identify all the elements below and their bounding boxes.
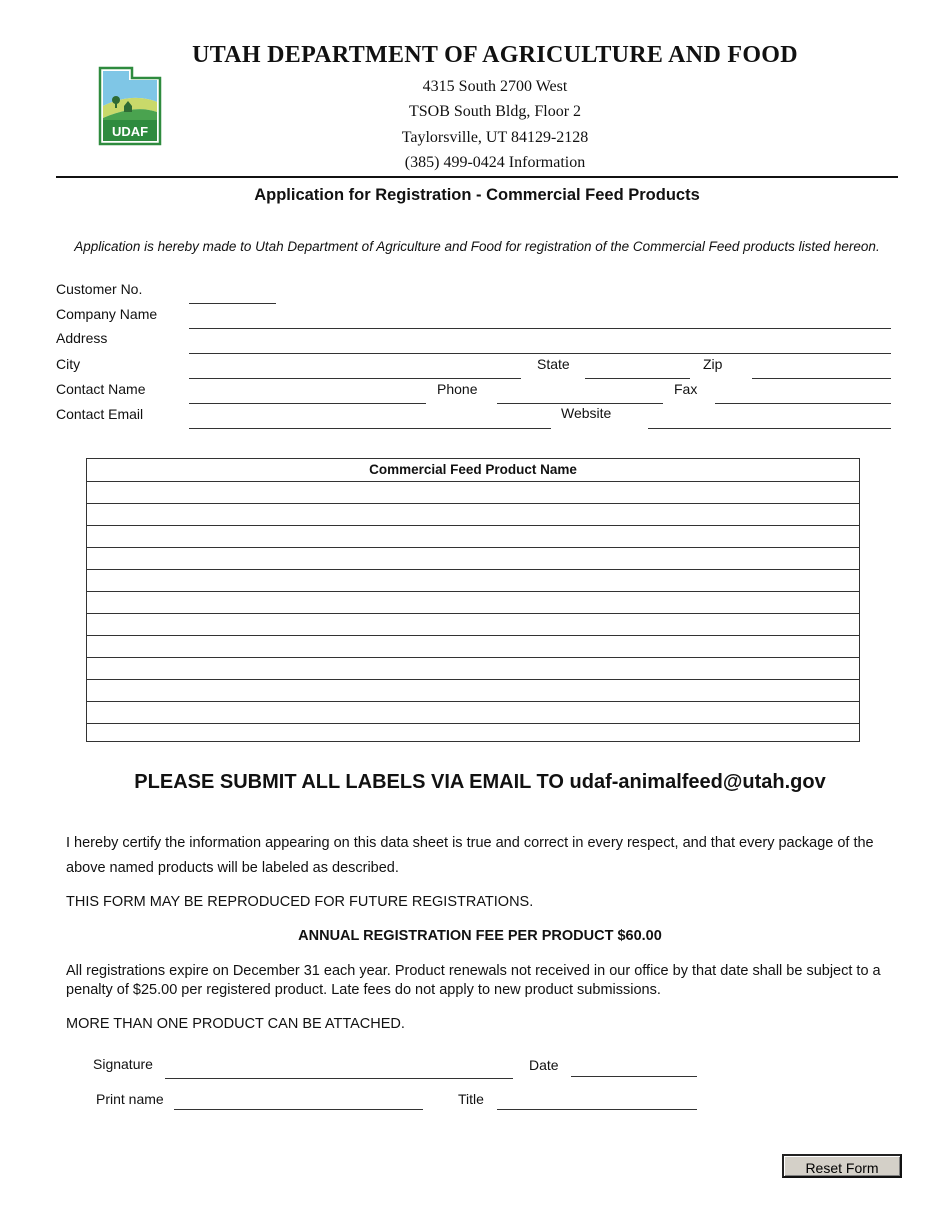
header-rule	[56, 176, 898, 178]
print-name-label: Print name	[96, 1091, 164, 1107]
attach-note: MORE THAN ONE PRODUCT CAN BE ATTACHED.	[66, 1016, 405, 1032]
product-table	[86, 458, 860, 742]
title-label: Title	[458, 1091, 484, 1107]
zip-field[interactable]	[752, 378, 891, 379]
fax-field[interactable]	[715, 403, 891, 404]
signature-label: Signature	[93, 1056, 153, 1072]
title-field[interactable]	[497, 1109, 697, 1110]
submit-labels-note: PLEASE SUBMIT ALL LABELS VIA EMAIL TO udaf-animalfeed@utah.gov	[134, 771, 826, 793]
customer-no-label: Customer No.	[56, 281, 143, 297]
certify-text: I hereby certify the information appearing on this data sheet is true and correct in every respect, and that every package of the above named products will be labeled as described.	[66, 835, 874, 876]
product-row[interactable]	[87, 526, 859, 548]
address-field[interactable]	[189, 353, 891, 354]
product-row[interactable]	[87, 724, 859, 746]
signature-field[interactable]	[165, 1078, 513, 1079]
address-line-2: TSOB South Bldg, Floor 2	[408, 103, 582, 120]
product-row[interactable]	[87, 570, 859, 592]
state-label: State	[537, 356, 570, 372]
form-title: Application for Registration - Commercial Feed Products	[254, 186, 700, 204]
product-table-header: Commercial Feed Product Name	[87, 459, 859, 482]
company-name-field[interactable]	[189, 328, 891, 329]
address-line-4: (385) 499-0424 Information	[404, 154, 586, 171]
contact-email-label: Contact Email	[56, 406, 144, 422]
zip-label: Zip	[703, 356, 723, 372]
website-field[interactable]	[648, 428, 891, 429]
expire-text: All registrations expire on December 31 each year. Product renewals not received in our office by that date shall be subject to a penalty of $25.00 per registered product. Late fees do not apply to new product submissions.	[66, 963, 881, 998]
date-field[interactable]	[571, 1076, 697, 1077]
product-row[interactable]	[87, 614, 859, 636]
date-label: Date	[529, 1057, 559, 1073]
product-row[interactable]	[87, 702, 859, 724]
city-field[interactable]	[189, 378, 521, 379]
product-row[interactable]	[87, 636, 859, 658]
intro-text: Application is hereby made to Utah Department of Agriculture and Food for registration of the Commercial Feed products listed hereon.	[74, 239, 880, 254]
logo-text: UDAF	[111, 124, 149, 139]
phone-field[interactable]	[497, 403, 663, 404]
product-row[interactable]	[87, 548, 859, 570]
reproduce-note: THIS FORM MAY BE REPRODUCED FOR FUTURE REGISTRATIONS.	[66, 894, 534, 910]
product-row[interactable]	[87, 482, 859, 504]
product-row[interactable]	[87, 658, 859, 680]
product-row[interactable]	[87, 504, 859, 526]
contact-name-label: Contact Name	[56, 381, 146, 397]
contact-email-field[interactable]	[189, 428, 551, 429]
fax-label: Fax	[674, 381, 698, 397]
city-label: City	[56, 356, 81, 372]
udaf-logo	[98, 66, 162, 146]
fee-note: ANNUAL REGISTRATION FEE PER PRODUCT $60.00	[298, 928, 662, 944]
product-row[interactable]	[87, 680, 859, 702]
reset-form-button[interactable]: Reset Form	[782, 1154, 902, 1178]
address-line-1: 4315 South 2700 West	[422, 78, 568, 95]
product-row[interactable]	[87, 592, 859, 614]
state-field[interactable]	[585, 378, 690, 379]
website-label: Website	[561, 405, 612, 421]
customer-no-field[interactable]	[189, 303, 276, 304]
agency-name: UTAH DEPARTMENT OF AGRICULTURE AND FOOD	[192, 42, 798, 68]
print-name-field[interactable]	[174, 1109, 423, 1110]
contact-name-field[interactable]	[189, 403, 426, 404]
company-name-label: Company Name	[56, 306, 158, 322]
phone-label: Phone	[437, 381, 478, 397]
address-label: Address	[56, 330, 108, 346]
address-line-3: Taylorsville, UT 84129-2128	[401, 129, 589, 146]
